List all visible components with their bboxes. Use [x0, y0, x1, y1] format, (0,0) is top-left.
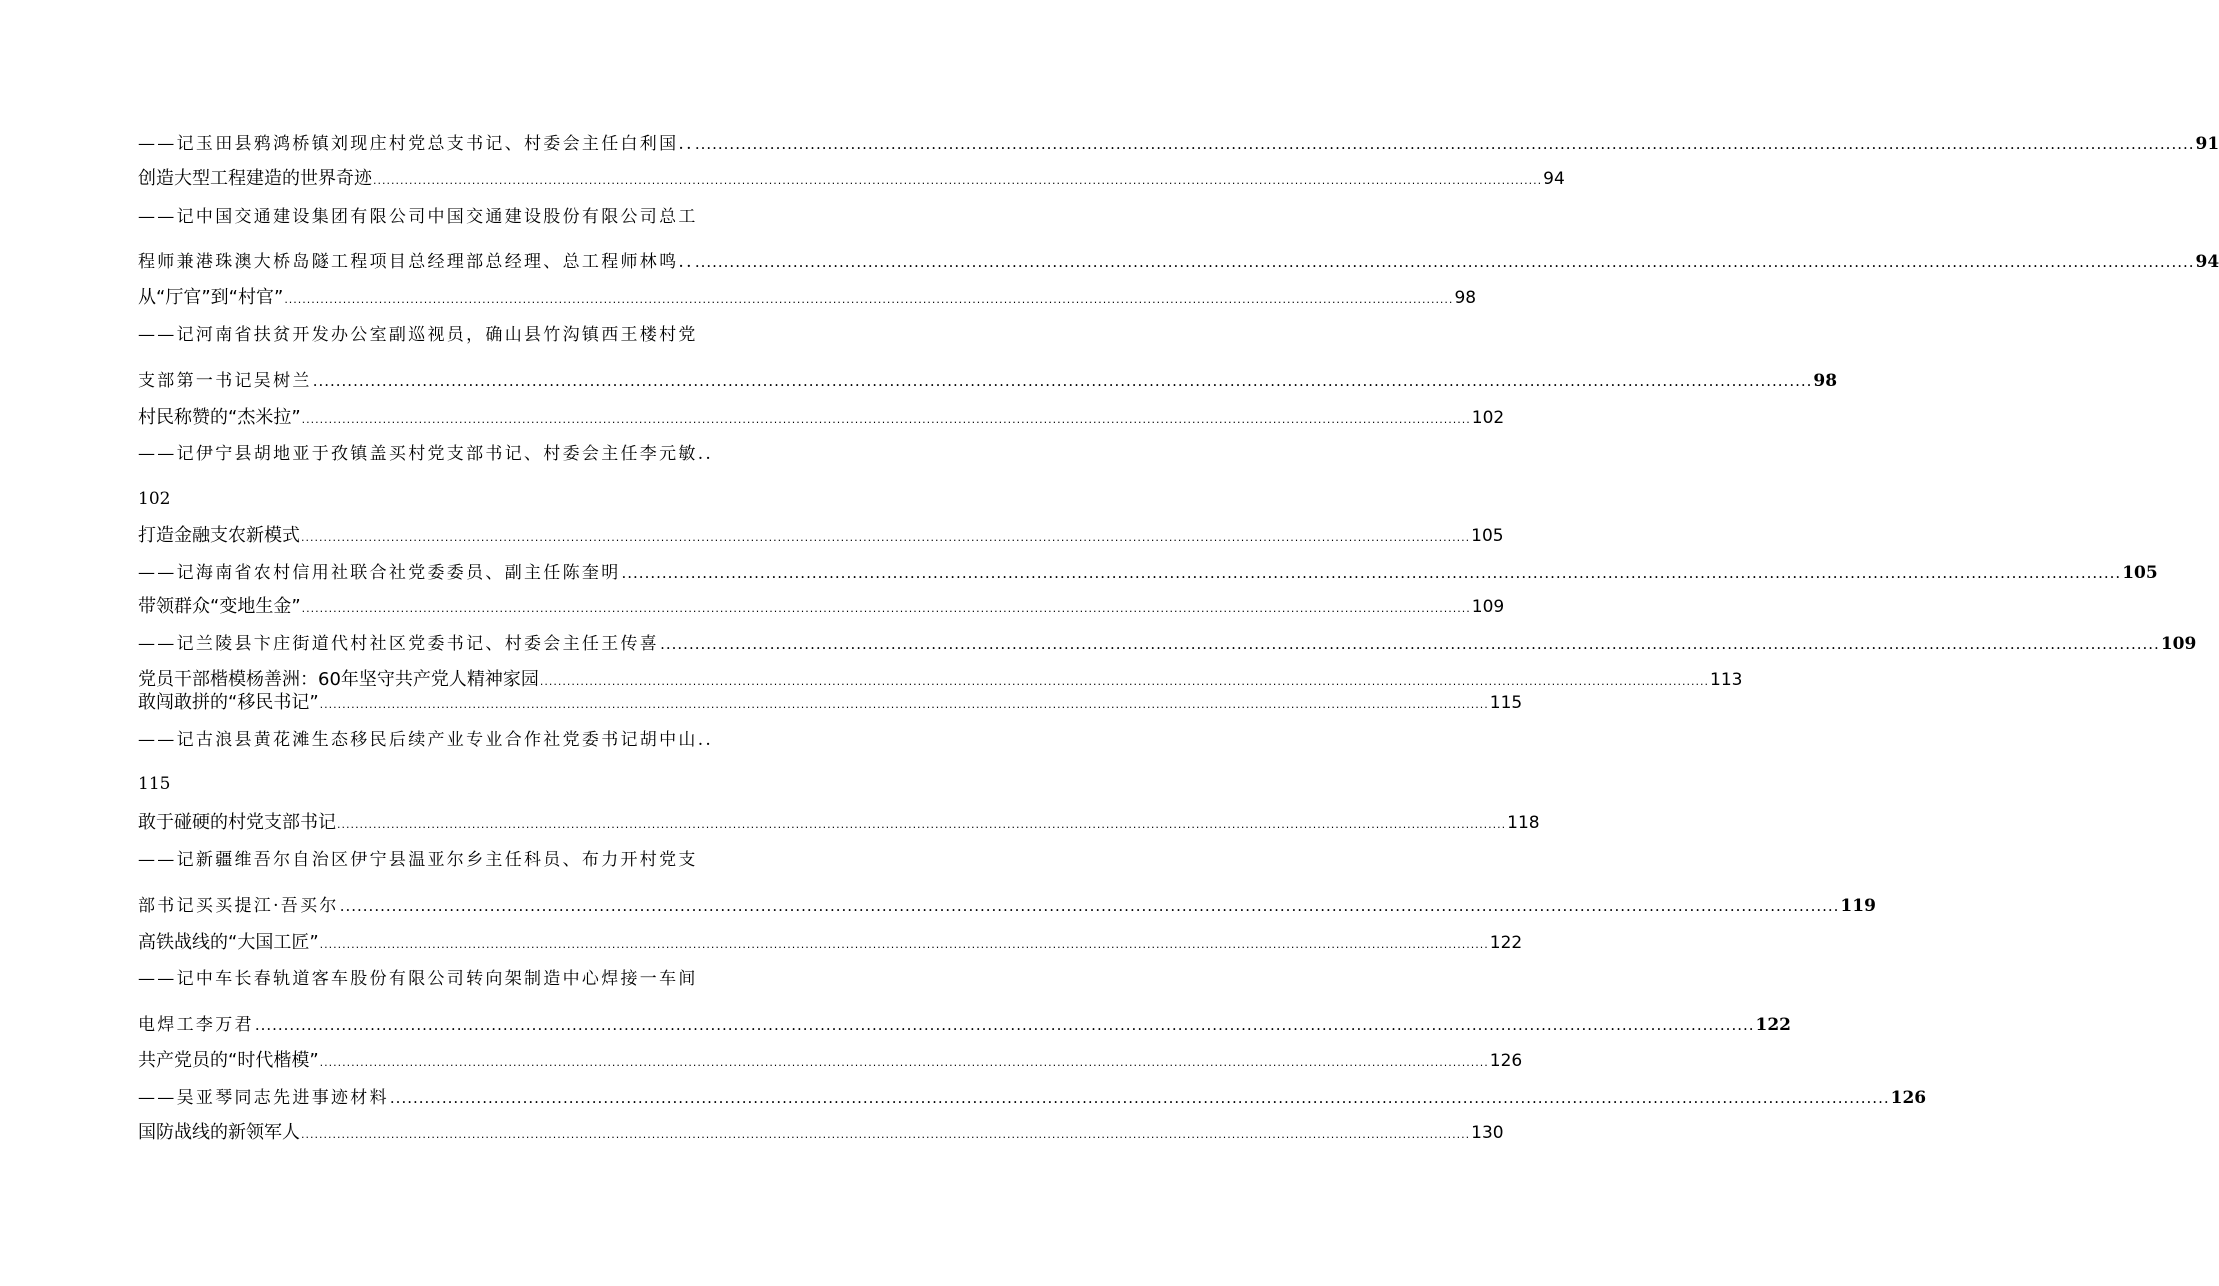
- toc-entry-title[interactable]: [138, 1120, 1504, 1146]
- toc-entry-text: ——记海南省农村信用社联合社党委委员、副主任陈奎明: [138, 563, 621, 583]
- toc-entry-title[interactable]: [138, 810, 1540, 836]
- toc-subtitle-line: ——记新疆维吾尔自治区伊宁县温亚尔乡主任科员、布力开村党支: [138, 850, 698, 870]
- toc-page-number: 113: [1710, 670, 1743, 690]
- toc-entry-text: ——吴亚琴同志先进事迹材料: [138, 1088, 389, 1108]
- toc-entry-title[interactable]: [138, 405, 1505, 431]
- toc-page-number: 109: [2160, 634, 2197, 654]
- toc-entry-subtitle[interactable]: [138, 893, 1876, 919]
- toc-page-number: 105: [2122, 563, 2158, 583]
- toc-leader-dots: ....................................................................................................................................................................................................................................................................: [301, 1128, 1471, 1141]
- toc-entry-text: 从“厅官”到“村官”: [138, 287, 284, 308]
- toc-entry-subtitle[interactable]: [138, 1012, 1792, 1038]
- toc-page-number: 98: [1454, 288, 1477, 308]
- toc-leader-dots: ....................................................................................................................................................................................................................................................................: [660, 635, 2160, 653]
- toc-entry-text: 程师兼港珠澳大桥岛隧工程项目总经理部总经理、总工程师林鸣..: [138, 252, 694, 272]
- toc-entry-text: 村民称赞的“杰米拉”: [138, 407, 301, 428]
- toc-page-number: 102: [1471, 408, 1505, 428]
- toc-page-number: 122: [1755, 1015, 1792, 1035]
- toc-entry-text: 高铁战线的“大国工匠”: [138, 932, 319, 953]
- toc-entry-title[interactable]: [138, 690, 1523, 716]
- toc-leader-dots: ....................................................................................................................................................................................................................................................................: [319, 1056, 1489, 1069]
- toc-entry-subtitle[interactable]: [138, 1085, 1927, 1111]
- toc-leader-dots: ....................................................................................................................................................................................................................................................................: [254, 1016, 1755, 1034]
- toc-entry-title[interactable]: [138, 166, 1565, 192]
- toc-entry-text: 党员干部楷模杨善洲：60年坚守共产党人精神家园: [138, 669, 539, 690]
- toc-page-number: 105: [1471, 526, 1504, 546]
- toc-page-number: 115: [1489, 693, 1523, 713]
- toc-entry-text: ——记兰陵县卞庄街道代村社区党委书记、村委会主任王传喜: [138, 634, 660, 654]
- toc-entry-text: 国防战线的新领军人: [138, 1122, 300, 1143]
- toc-leader-dots: ....................................................................................................................................................................................................................................................................: [337, 818, 1507, 831]
- toc-leader-dots: ....................................................................................................................................................................................................................................................................: [319, 938, 1489, 951]
- toc-entry-title[interactable]: [138, 930, 1523, 956]
- toc-page-number: 94: [1543, 169, 1565, 189]
- toc-leader-dots: ....................................................................................................................................................................................................................................................................: [373, 174, 1543, 187]
- toc-leader-dots: ....................................................................................................................................................................................................................................................................: [694, 135, 2195, 153]
- toc-subtitle-line: ——记伊宁县胡地亚于孜镇盖买村党支部书记、村委会主任李元敏..: [138, 444, 714, 464]
- toc-entry-text: 打造金融支农新模式: [138, 525, 300, 546]
- toc-entry-text: 敢于碰硬的村党支部书记: [138, 812, 336, 833]
- toc-leader-dots: ....................................................................................................................................................................................................................................................................: [621, 564, 2122, 582]
- toc-entry-subtitle[interactable]: [138, 368, 1838, 394]
- toc-page-number: 109: [1471, 597, 1505, 617]
- toc-leader-dots: ....................................................................................................................................................................................................................................................................: [301, 531, 1471, 544]
- toc-page-number-wrapped: 115: [138, 774, 171, 794]
- toc-leader-dots: ....................................................................................................................................................................................................................................................................: [312, 372, 1813, 390]
- toc-page-number-wrapped: 102: [138, 489, 171, 509]
- toc-page-number: 126: [1890, 1088, 1927, 1108]
- toc-page-number: 98: [1813, 371, 1838, 391]
- toc-page-number: 118: [1507, 813, 1540, 833]
- toc-entry-text: 创造大型工程建造的世界奇迹: [138, 168, 372, 189]
- toc-entry-text: 带领群众“变地生金”: [138, 596, 301, 617]
- toc-leader-dots: ....................................................................................................................................................................................................................................................................: [301, 602, 1471, 615]
- toc-entry-title[interactable]: [138, 594, 1505, 620]
- toc-subtitle-line: ——记古浪县黄花滩生态移民后续产业专业合作社党委书记胡中山..: [138, 730, 714, 750]
- toc-leader-dots: ....................................................................................................................................................................................................................................................................: [539, 675, 1710, 688]
- toc-entry-title[interactable]: [138, 1048, 1523, 1074]
- toc-entry-subtitle[interactable]: [138, 560, 2158, 586]
- toc-page-number: 130: [1471, 1123, 1504, 1143]
- toc-entry-subtitle[interactable]: [138, 631, 2197, 657]
- toc-entry-subtitle[interactable]: [138, 131, 2219, 157]
- toc-entry-text: 支部第一书记吴树兰: [138, 371, 312, 391]
- toc-entry-text: ——记玉田县鸦鸿桥镇刘现庄村党总支书记、村委会主任白利国..: [138, 134, 694, 154]
- toc-entry-title[interactable]: [138, 285, 1477, 311]
- toc-subtitle-line: ——记中国交通建设集团有限公司中国交通建设股份有限公司总工: [138, 207, 698, 227]
- toc-leader-dots: ....................................................................................................................................................................................................................................................................: [319, 698, 1489, 711]
- toc-page-number: 122: [1489, 933, 1523, 953]
- toc-entry-text: 电焊工李万君: [138, 1015, 254, 1035]
- toc-entry-subtitle[interactable]: [138, 249, 2219, 275]
- toc-leader-dots: ....................................................................................................................................................................................................................................................................: [694, 253, 2195, 271]
- toc-leader-dots: ....................................................................................................................................................................................................................................................................: [339, 897, 1840, 915]
- toc-subtitle-line: ——记河南省扶贫开发办公室副巡视员，确山县竹沟镇西王楼村党: [138, 325, 698, 345]
- toc-page-number: 91: [2195, 134, 2219, 154]
- toc-entry-text: 敢闯敢拼的“移民书记”: [138, 692, 319, 713]
- toc-page-number: 119: [1840, 896, 1876, 916]
- toc-entry-text: 共产党员的“时代楷模”: [138, 1050, 319, 1071]
- toc-leader-dots: ....................................................................................................................................................................................................................................................................: [301, 413, 1471, 426]
- toc-leader-dots: ....................................................................................................................................................................................................................................................................: [389, 1089, 1890, 1107]
- toc-entry-title[interactable]: [138, 523, 1504, 549]
- toc-subtitle-line: ——记中车长春轨道客车股份有限公司转向架制造中心焊接一车间: [138, 969, 698, 989]
- toc-entry-text: 部书记买买提江·吾买尔: [138, 896, 339, 916]
- toc-page-number: 94: [2195, 252, 2219, 272]
- toc-leader-dots: ....................................................................................................................................................................................................................................................................: [284, 293, 1454, 306]
- toc-page-number: 126: [1489, 1051, 1523, 1071]
